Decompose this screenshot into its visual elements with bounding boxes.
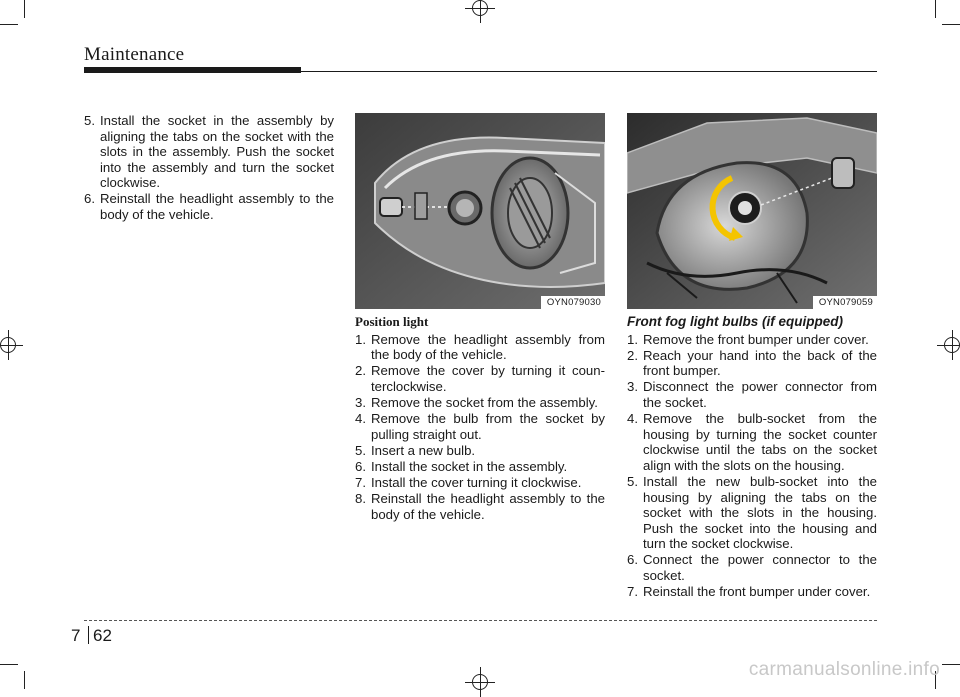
position-light-steps — [355, 332, 605, 523]
fog-light-section — [627, 314, 877, 600]
header-rule — [301, 71, 877, 72]
page-number: 62 — [93, 626, 112, 645]
section-heading: Front fog light bulbs (if equipped) — [627, 314, 843, 329]
list-item: 6. Install the socket in the assembly. — [355, 458, 568, 474]
list-item: 7. Reinstall the front bumper under cover. — [627, 584, 871, 600]
footer-divider — [88, 626, 89, 644]
headlight-install-steps — [84, 113, 334, 223]
list-item: 8. Reinstall the headlight assembly to the body of the vehicle. — [355, 491, 605, 522]
fog-light-steps — [627, 332, 877, 600]
list-item: 6. Reinstall the headlight assembly to the body of the vehicle. — [84, 191, 334, 223]
crop-mark — [942, 664, 960, 665]
registration-mark-icon — [944, 337, 960, 353]
list-item: 3. Disconnect the power connector from the socket. — [627, 379, 877, 410]
crop-mark — [0, 24, 18, 25]
left-column — [84, 113, 334, 223]
list-item: 1. Remove the headlight assembly from the body of the vehicle. — [355, 331, 605, 363]
header-bar — [84, 67, 301, 73]
list-item: 5. Insert a new bulb. — [355, 442, 476, 458]
page-header-title: Maintenance — [84, 44, 185, 65]
list-item: 2. Remove the cover by turning it coun-terclockwise. — [355, 363, 605, 394]
list-item: 7. Install the cover turning it clockwise. — [355, 474, 582, 490]
list-item: 3. Remove the socket from the assembly. — [355, 394, 598, 410]
fog-light-illustration-icon — [627, 113, 877, 309]
list-item: 4. Remove the bulb-socket from the housing by turning the socket counter clockwise until the tabs on the socket align with the slots on the housing. — [627, 411, 877, 473]
footer-rule — [84, 620, 877, 621]
figure-code: OYN079030 — [541, 296, 605, 309]
fog-light-figure — [627, 113, 877, 309]
crop-mark — [24, 671, 25, 689]
registration-mark-icon — [472, 0, 488, 16]
crop-mark — [935, 0, 936, 18]
figure-code: OYN079059 — [813, 296, 877, 309]
list-item: 2. Reach your hand into the back of the front bumper. — [627, 347, 877, 379]
watermark: carmanualsonline.info — [748, 659, 940, 680]
headlight-illustration-icon — [355, 113, 605, 309]
crop-mark — [0, 664, 18, 665]
list-item: 5. Install the new bulb-socket into the housing by aligning the tabs on the socket with the slots in the housing. Push the socket into the housing and turn the socket clockwise. — [627, 473, 877, 552]
list-item: 4. Remove the bulb from the socket by pulling straight out. — [355, 411, 605, 442]
crop-mark — [942, 24, 960, 25]
headlight-assembly-figure — [355, 113, 605, 309]
chapter-number: 7 — [71, 626, 81, 645]
list-item: 5. Install the socket in the assembly by aligning the tabs on the socket with the slots in the assembly. Push the socket into the assembly and turn the socket clockwise. — [84, 113, 334, 191]
registration-mark-icon — [0, 337, 16, 353]
list-item: 1. Remove the front bumper under cover. — [627, 331, 869, 347]
crop-mark — [24, 0, 25, 18]
list-item: 6. Connect the power connector to the socket. — [627, 552, 877, 583]
section-heading: Position light — [355, 314, 429, 329]
position-light-section — [355, 314, 605, 523]
registration-mark-icon — [472, 674, 488, 690]
